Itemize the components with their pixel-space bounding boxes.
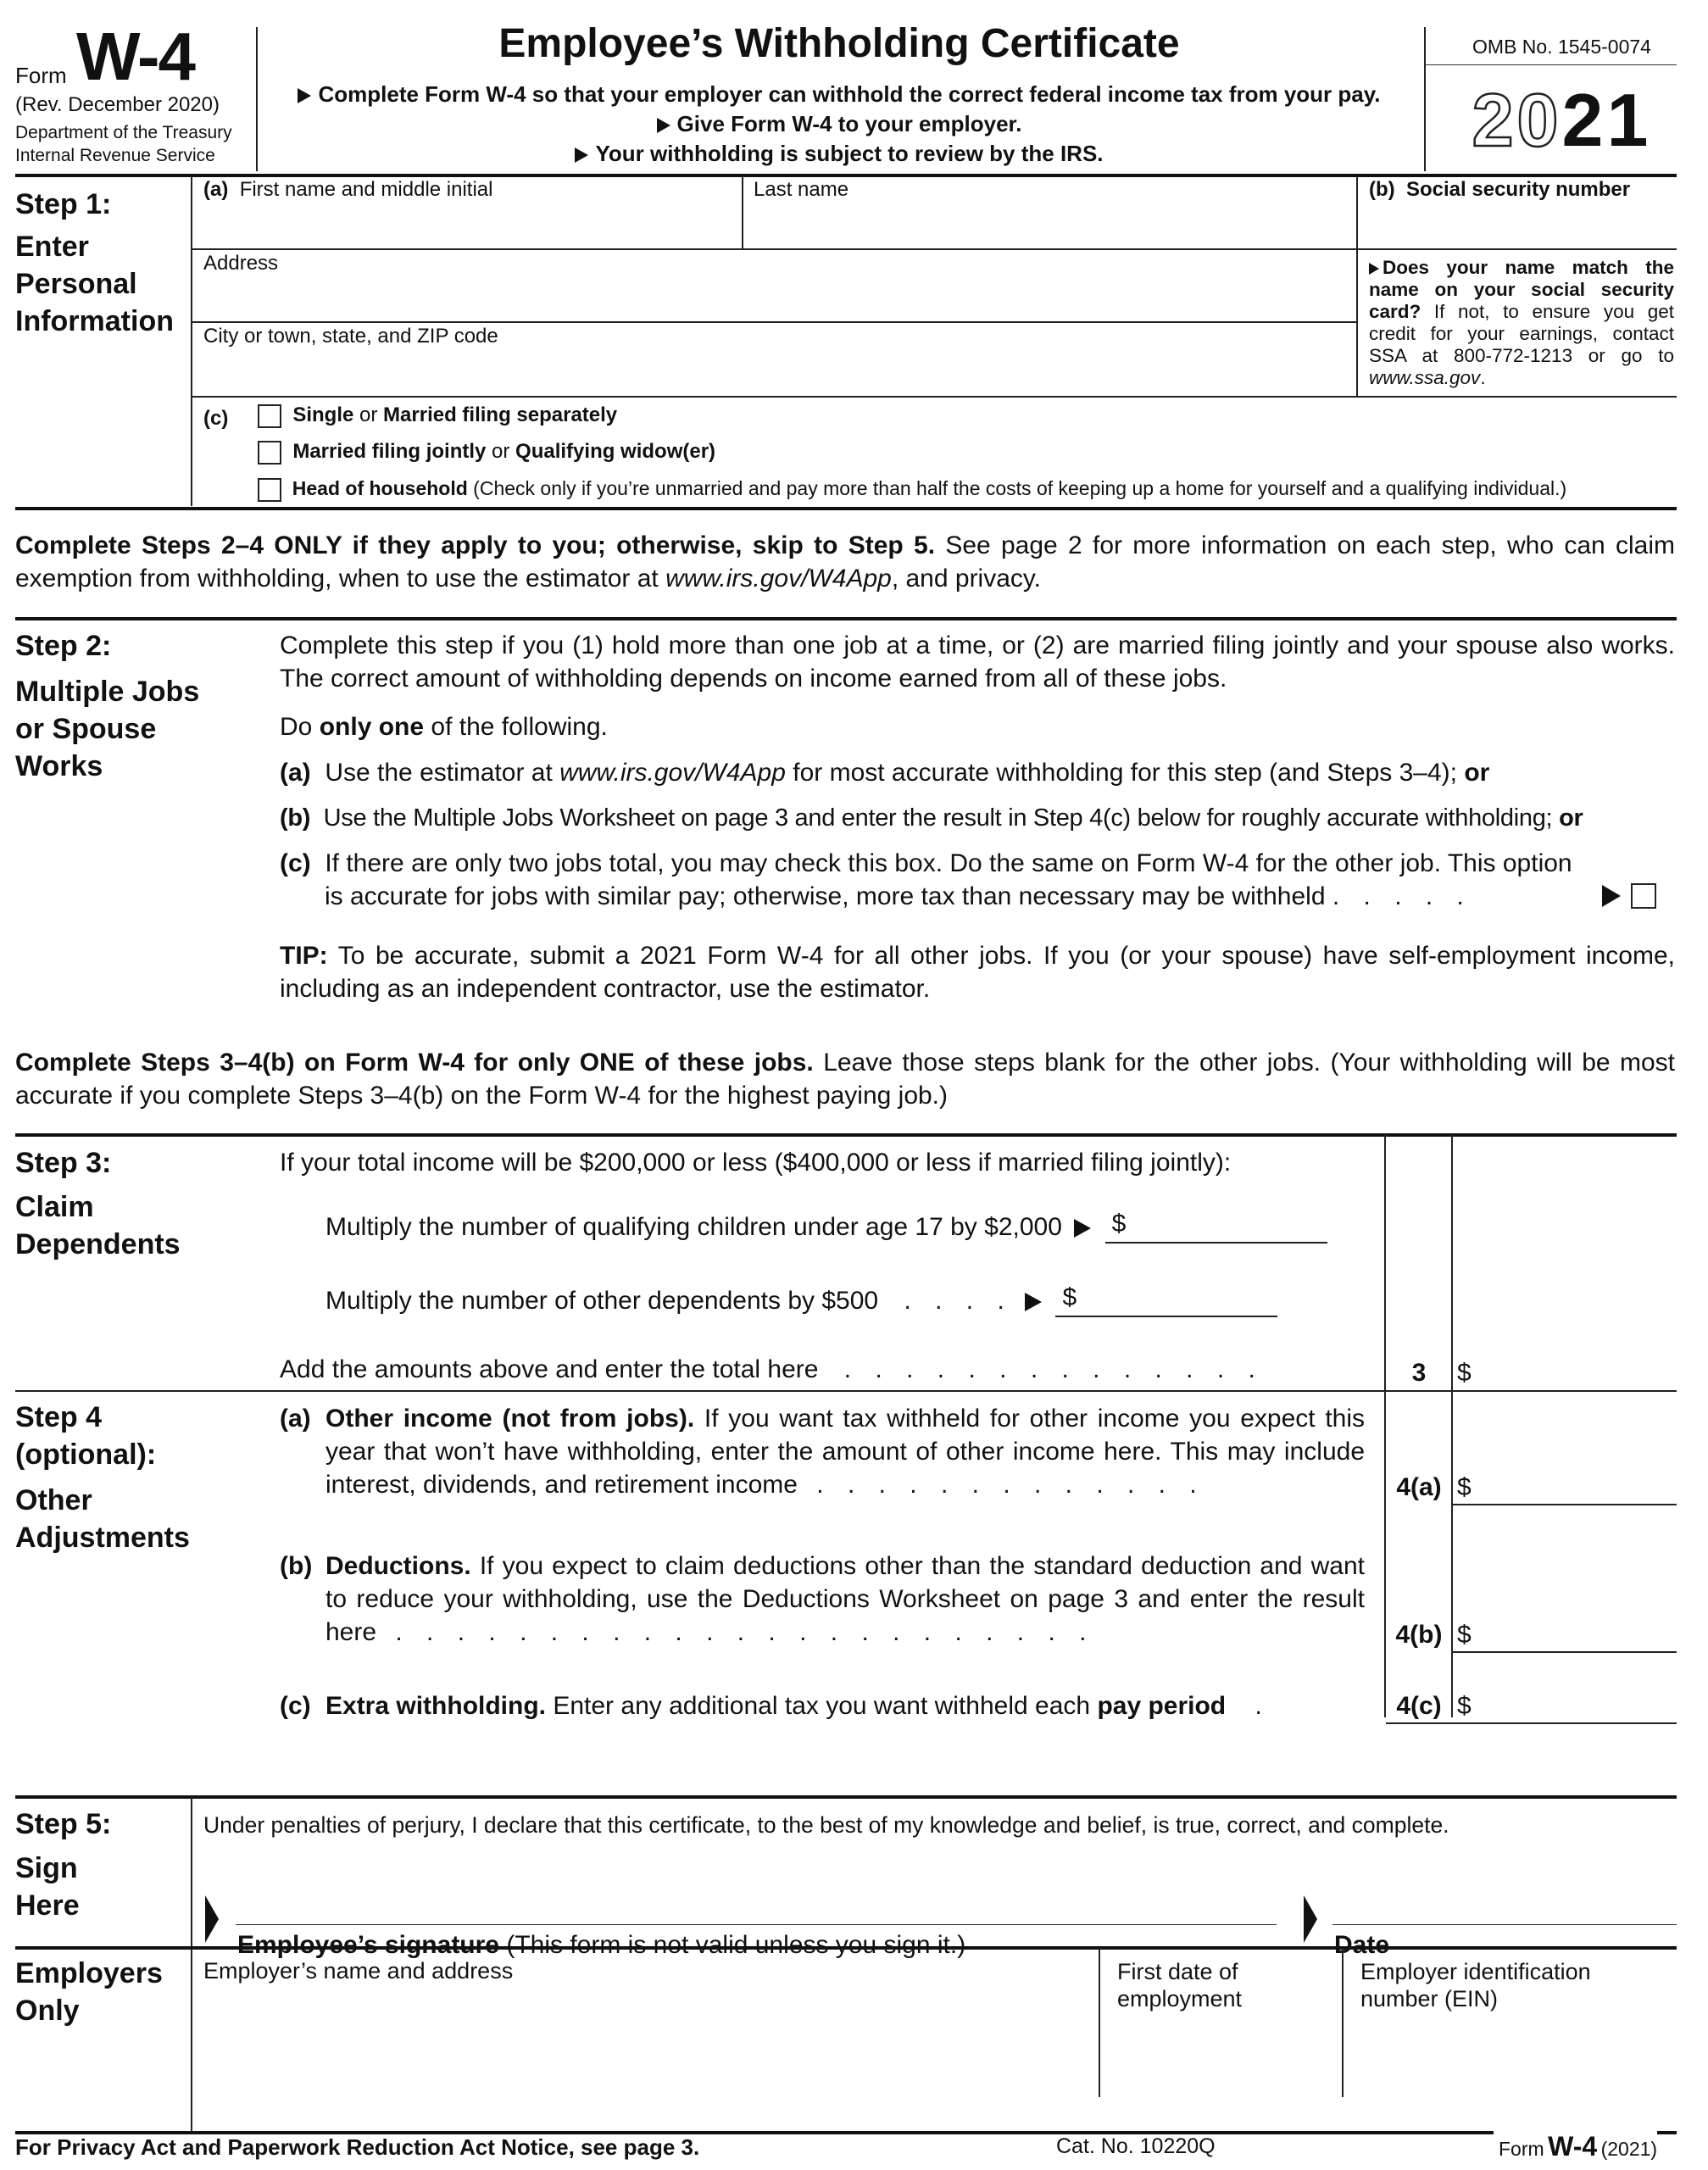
steps-2-4-instructions: Complete Steps 2–4 ONLY if they apply to you; otherwise, skip to Step 5. See page 2 for more information on each step, who can claim exemption from withholding, when to use the estimator at www.irs.gov/W4App, and privacy. bbox=[15, 531, 1675, 593]
employers-only-title: Employers Only bbox=[15, 1957, 163, 2027]
last-name-input[interactable] bbox=[743, 175, 1354, 248]
last-name-label: Last name bbox=[754, 178, 849, 201]
catalog-number: Cat. No. 10220Q bbox=[1051, 2134, 1221, 2159]
signature-date-input[interactable] bbox=[1332, 1882, 1677, 1924]
step-2-tip: TIP: To be accurate, submit a 2021 Form W-4 for all other jobs. If you (or your spouse) have self-employment income, including as an independent contractor, use the estimator. bbox=[280, 942, 1675, 1003]
step-2c-checkbox-group[interactable] bbox=[1602, 883, 1656, 909]
employee-signature-input[interactable] bbox=[236, 1882, 1277, 1924]
signature-label: Employee’s signature (This form is not valid unless you sign it.) bbox=[237, 1931, 966, 1959]
step-2-intro: Complete this step if you (1) hold more than one job at a time, or (2) are married filing jointly and your spouse also works. The correct amount of withholding depends on income earned from all of these jobs. bbox=[280, 632, 1675, 693]
address-label: Address bbox=[203, 252, 279, 275]
step-1-label: Step 1: bbox=[15, 188, 112, 220]
step-3-title: Claim Dependents bbox=[15, 1191, 181, 1260]
line-4c-amount[interactable]: $ bbox=[1457, 1692, 1472, 1720]
step-4b-text: (b) Deductions. If you expect to claim deductions other than the standard deduction and want to reduce your withholding, use the Deductions Worksheet on page 3 and enter the result here . . . . . . . . . . . . . . . . . . . . . . . bbox=[280, 1552, 1365, 1646]
step-2-option-c: (c) If there are only two jobs total, you may check this box. Do the same on Form W-4 for the other job. This option is accurate for jobs with similar pay; otherwise, more tax than necessary may be withheld . . . . . bbox=[280, 849, 1572, 910]
perjury-declaration: Under penalties of perjury, I declare that this certificate, to the best of my knowledge and belief, is true, correct, and complete. bbox=[203, 1812, 1449, 1838]
instruction-1: Complete Form W-4 so that your employer can withhold the correct federal income tax from your pay. bbox=[259, 81, 1420, 108]
form-header bbox=[0, 0, 1708, 174]
step-4-label: Step 4 (optional): bbox=[15, 1401, 157, 1471]
qualifying-children-line: Multiply the number of qualifying children under age 17 by $2,000 $ bbox=[325, 1210, 1327, 1244]
omb-number: OMB No. 1545-0074 bbox=[1472, 36, 1651, 58]
other-dependents-input[interactable]: $ bbox=[1055, 1288, 1277, 1317]
city-state-zip-input[interactable] bbox=[193, 323, 1355, 394]
checkbox-head-of-household[interactable] bbox=[258, 478, 281, 502]
arrow-right-icon bbox=[1025, 1293, 1042, 1311]
step-5-title: Sign Here bbox=[15, 1852, 80, 1922]
agency-name: Internal Revenue Service bbox=[15, 146, 215, 165]
employer-name-address-input[interactable] bbox=[193, 1992, 1096, 2129]
date-label: Date bbox=[1334, 1931, 1390, 1959]
arrow-right-icon bbox=[575, 147, 588, 163]
first-date-employment-label: First date of employment bbox=[1117, 1959, 1243, 2011]
qualifying-children-input[interactable]: $ bbox=[1105, 1215, 1327, 1244]
footer-form-id: Form W-4 (2021) bbox=[1494, 2131, 1657, 2162]
step-5-label: Step 5: bbox=[15, 1808, 112, 1840]
line-3-amount[interactable]: $ bbox=[1457, 1359, 1472, 1387]
filing-status-single[interactable]: Single or Married filing separately bbox=[258, 403, 617, 428]
step-4a-text: (a) Other income (not from jobs). If you want tax withheld for other income you expect this year that won’t have withholding, enter the amount of other income here. This may include interest, dividends, and retirement income . . . . . . . . . . . . . bbox=[280, 1405, 1366, 1499]
instruction-3: Your withholding is subject to review by the IRS. bbox=[259, 141, 1420, 167]
checkbox-two-jobs[interactable] bbox=[1631, 883, 1656, 909]
ssn-label: (b) Social security number bbox=[1369, 178, 1631, 201]
date-arrow-icon bbox=[1304, 1895, 1317, 1943]
step-2-option-b: (b) Use the Multiple Jobs Worksheet on page 3 and enter the result in Step 4(c) below for roughly accurate withholding; or bbox=[280, 804, 1583, 832]
line-4b-number: 4(b) bbox=[1395, 1621, 1443, 1649]
first-name-label: (a) First name and middle initial bbox=[203, 178, 493, 201]
step-2-do-one: Do only one of the following. bbox=[280, 713, 608, 741]
ssn-input[interactable] bbox=[1358, 201, 1677, 248]
city-label: City or town, state, and ZIP code bbox=[203, 325, 498, 348]
step-2-option-a: (a) Use the estimator at www.irs.gov/W4App for most accurate withholding for this step (and Steps 3–4); or bbox=[280, 759, 1490, 787]
step-1-title: Enter Personal Information bbox=[15, 231, 174, 337]
step-1-section bbox=[0, 175, 1708, 506]
line-4b-amount[interactable]: $ bbox=[1457, 1621, 1472, 1649]
line-4c-number: 4(c) bbox=[1396, 1692, 1442, 1720]
arrow-right-icon bbox=[1369, 263, 1379, 275]
filing-status-married-jointly[interactable]: Married filing jointly or Qualifying widow(er) bbox=[258, 439, 715, 465]
dependents-total-line: Add the amounts above and enter the total here . . . . . . . . . . . . . . bbox=[280, 1355, 1264, 1383]
arrow-right-icon bbox=[1602, 885, 1621, 907]
checkbox-single[interactable] bbox=[258, 404, 281, 428]
filing-status-head-of-household[interactable]: Head of household (Check only if you’re unmarried and pay more than half the costs of keeping up a home for yourself and a qualifying individual.) bbox=[258, 476, 1566, 502]
steps-3-4-instructions: Complete Steps 3–4(b) on Form W-4 for only ONE of these jobs. Leave those steps blank for the other jobs. (Your withholding will be most accurate if you complete Steps 3–4(b) on the Form W-4 for the highest paying job.) bbox=[15, 1049, 1675, 1110]
arrow-right-icon bbox=[657, 118, 670, 133]
ein-label: Employer identification number (EIN) bbox=[1360, 1959, 1591, 2011]
page-footer bbox=[0, 2131, 1708, 2168]
ssa-name-match-note: Does your name match the name on your social security card? If not, to ensure you get credit for your earnings, contact SSA at 800-772-1213 or go to www.ssa.gov. bbox=[1369, 257, 1674, 388]
form-title: Employee’s Withholding Certificate bbox=[498, 21, 1180, 66]
filing-status-letter: (c) bbox=[203, 407, 229, 430]
arrow-right-icon bbox=[298, 88, 311, 103]
department-name: Department of the Treasury bbox=[15, 123, 232, 142]
step-3-label: Step 3: bbox=[15, 1147, 112, 1179]
checkbox-married-jointly[interactable] bbox=[258, 441, 281, 465]
other-dependents-line: Multiply the number of other dependents by $500 . . . . $ bbox=[325, 1284, 1277, 1317]
tax-year: 2021 bbox=[1472, 78, 1652, 162]
ein-input[interactable] bbox=[1344, 2017, 1677, 2129]
address-input[interactable] bbox=[193, 250, 1355, 321]
form-label: Form bbox=[15, 63, 67, 88]
step-2-title: Multiple Jobs or Spouse Works bbox=[15, 676, 200, 782]
line-4a-amount[interactable]: $ bbox=[1457, 1473, 1472, 1501]
employer-name-label: Employer’s name and address bbox=[203, 1958, 514, 1984]
arrow-right-icon bbox=[1074, 1219, 1091, 1238]
revision-date: (Rev. December 2020) bbox=[15, 93, 220, 116]
first-name-input[interactable] bbox=[193, 175, 740, 248]
line-4a-number: 4(a) bbox=[1396, 1473, 1442, 1501]
step-3-intro: If your total income will be $200,000 or less ($400,000 or less if married filing jointly): bbox=[280, 1149, 1232, 1177]
step-4-title: Other Adjustments bbox=[15, 1484, 190, 1554]
form-number: W-4 bbox=[76, 19, 195, 94]
instruction-2: Give Form W-4 to your employer. bbox=[259, 111, 1420, 137]
step-4c-text: (c) Extra withholding. Enter any additional tax you want withheld each pay period . bbox=[280, 1692, 1271, 1720]
line-3-number: 3 bbox=[1411, 1359, 1427, 1387]
footer-privacy-notice: For Privacy Act and Paperwork Reduction Act Notice, see page 3. bbox=[15, 2134, 704, 2161]
step-2-label: Step 2: bbox=[15, 630, 112, 662]
first-date-employment-input[interactable] bbox=[1100, 2017, 1339, 2129]
signature-arrow-icon bbox=[205, 1895, 219, 1943]
